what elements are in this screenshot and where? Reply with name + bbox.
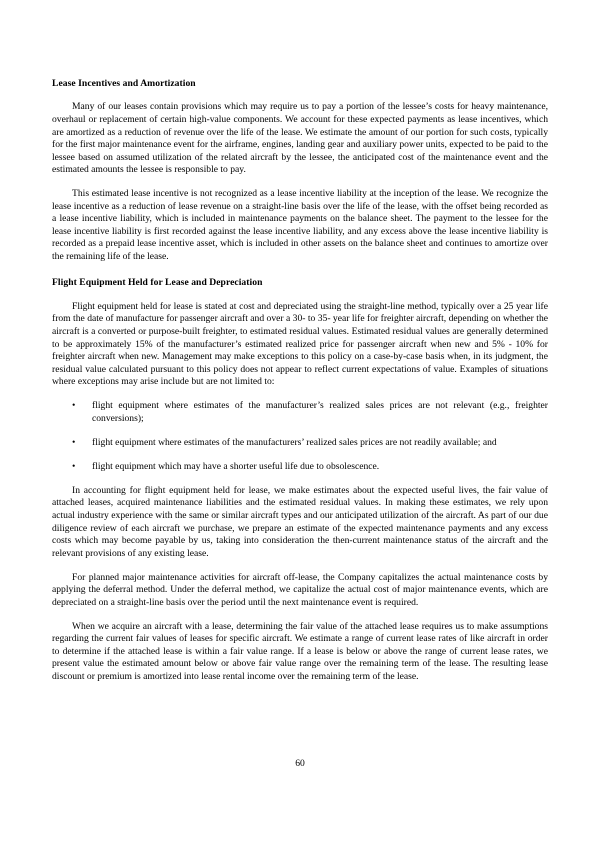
bullet-list — [52, 400, 548, 473]
section-heading-flight-equipment: Flight Equipment Held for Lease and Depreciation — [52, 277, 263, 289]
paragraph: In accounting for flight equipment held for lease, we make estimates about the expected useful lives, the fair value of attached leases, acquired maintenance liabilities and the estimated residual values. In making these estimates, we rely upon actual industry experience with the same or similar aircraft types and our anticipated utilization of the aircraft. As part of our due diligence review of each aircraft we purchase, we prepare an estimate of the expected maintenance payments and any excess costs which may become payable by us, taking into consideration the then-current maintenance status of the aircraft and the relevant provisions of any existing lease. — [52, 484, 548, 559]
bullet-icon: • — [72, 436, 76, 448]
list-item — [52, 461, 548, 474]
page-content — [52, 78, 548, 684]
paragraph: When we acquire an aircraft with a lease, determining the fair value of the attached lease requires us to make assumptions regarding the current fair values of leases for specific aircraft. We estimate a range of current lease rates of like aircraft in order to determine if the attached lease is within a fair value range. If a lease is below or above the range of current lease rates, we present value the estimated amount below or above fair value range over the remaining term of the lease. The resulting lease discount or premium is amortized into lease rental income over the remaining term of the lease. — [52, 620, 548, 682]
section-heading-lease-incentives: Lease Incentives and Amortization — [52, 78, 196, 89]
list-item — [52, 400, 548, 425]
list-item-text: flight equipment which may have a shorter useful life due to obsolescence. — [92, 460, 380, 472]
list-item — [52, 437, 548, 450]
bullet-icon: • — [72, 460, 76, 472]
list-item-text: flight equipment where estimates of the manufacturers’ realized sales prices are not readily available; and — [92, 436, 497, 448]
page-number: 60 — [295, 758, 305, 769]
bullet-icon: • — [72, 400, 76, 412]
paragraph: Flight equipment held for lease is stated at cost and depreciated using the straight-line method, typically over a 25 year life from the date of manufacture for passenger aircraft and over a 30- to 35- year life for freighter aircraft, depending on whether the aircraft is a converted or purpose-built freighter, to estimated residual values. Estimated residual values are generally determined to be approximately 15% of the manufacturer’s estimated realized price for passenger aircraft when new and 5% - 10% for freighter aircraft when new. Management may make exceptions to this policy on a case-by-case basis when, in its judgment, the residual value calculated pursuant to this policy does not appear to reflect current expectations of value. Examples of situations where exceptions may arise include but are not limited to: — [52, 300, 548, 388]
paragraph: Many of our leases contain provisions which may require us to pay a portion of the lessee’s costs for heavy maintenance, overhaul or replacement of certain high-value components. We account for these expected payments as lease incentives, which are amortized as a reduction of revenue over the life of the lease. We estimate the amount of our portion for such costs, typically for the first major maintenance event for the airframe, engines, landing gear and auxiliary power units, expected to be paid to the lessee based on assumed utilization of the related aircraft by the lessee, the anticipated cost of the maintenance event and the estimated amounts the lessee is responsible to pay. — [52, 101, 548, 176]
paragraph: This estimated lease incentive is not recognized as a lease incentive liability at the inception of the lease. We recognize the lease incentive as a reduction of lease revenue on a straight-line basis over the life of the lease, with the offset being recorded as a lease incentive liability, which is included in maintenance payments on the balance sheet. The payment to the lessee for the lease incentive liability is first recorded against the lease incentive liability, and any excess above the lease incentive liability is recorded as a prepaid lease incentive asset, which is included in other assets on the balance sheet and continues to amortize over the remaining life of the lease. — [52, 188, 548, 262]
paragraph: For planned major maintenance activities for aircraft off-lease, the Company capitalizes the actual maintenance costs by applying the deferral method. Under the deferral method, we capitalize the actual cost of major maintenance events, which are depreciated on a straight-line basis over the period until the next maintenance event is required. — [52, 571, 548, 608]
list-item-text: flight equipment where estimates of the manufacturer’s realized sales prices are not relevant (e.g., freighter conversions); — [92, 400, 548, 424]
